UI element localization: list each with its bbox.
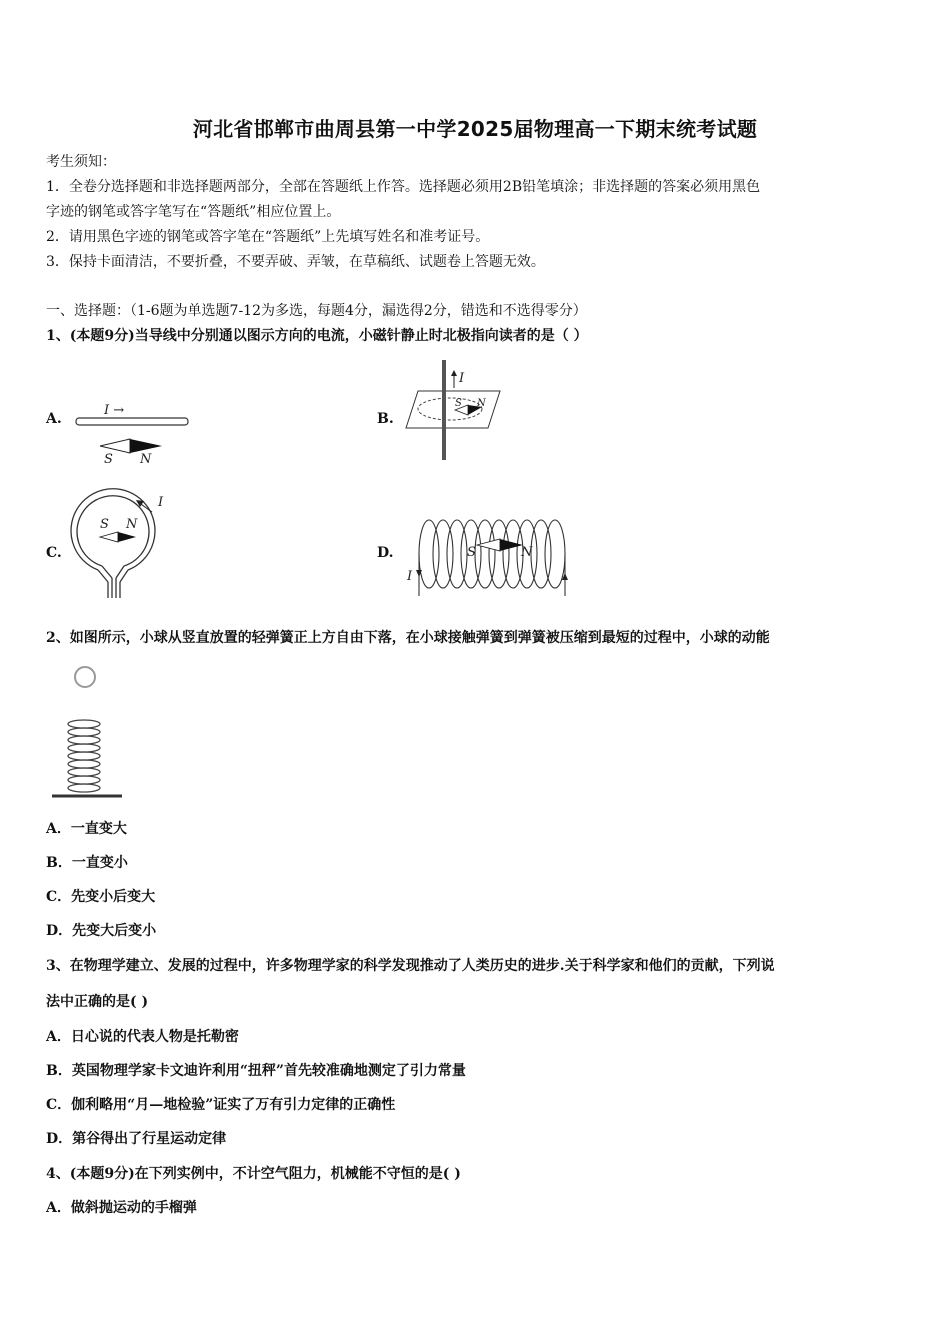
q1-label-b: B. (377, 411, 394, 427)
q1-b-s-label: S (455, 398, 462, 409)
q1-d-s-label: S (467, 545, 476, 560)
q1-stem: 1、(本题9分)当导线中分别通以图示方向的电流，小磁针静止时北极指向读者的是（ ） (46, 328, 588, 344)
q2-option-c: C．先变小后变大 (46, 889, 156, 905)
q1-c-needle-north (118, 532, 136, 542)
q1-c-loop-inner (77, 496, 149, 566)
q2-figure (50, 660, 130, 802)
q1-b-current-arrowhead (451, 370, 457, 376)
q3-option-a: A．日心说的代表人物是托勒密 (46, 1029, 239, 1045)
q3-option-d: D．第谷得出了行星运动定律 (46, 1131, 227, 1147)
q1-figure-d (405, 512, 580, 602)
page-title: 河北省邯郸市曲周县第一中学2025届物理高一下期末统考试题 (192, 117, 758, 141)
q1-b-plane (406, 391, 500, 428)
q2-spring (68, 720, 100, 792)
q1-a-n-label: N (140, 452, 152, 467)
q1-c-i-label: I (158, 495, 164, 510)
q1-a-wire (76, 418, 188, 425)
q1-c-lead-right-1 (120, 570, 128, 582)
q1-label-d: D. (377, 545, 394, 561)
q1-b-n-label: N (477, 398, 486, 409)
q2-option-a: A．一直变大 (46, 821, 127, 837)
q2-ball (75, 667, 95, 687)
q2-option-b: B．一直变小 (46, 855, 128, 871)
q3-option-b: B．英国物理学家卡文迪许利用“扭秤”首先较准确地测定了引力常量 (46, 1063, 466, 1079)
q1-figure-c (70, 490, 180, 600)
q1-c-n-label: N (126, 517, 138, 532)
q1-c-needle-south (100, 532, 118, 542)
q2-stem: 2、如图所示，小球从竖直放置的轻弹簧正上方自由下落，在小球接触弹簧到弹簧被压缩到最短的过程中，小球的动能 (46, 630, 770, 646)
q1-figure-b (400, 358, 510, 463)
q1-c-lead-right-2 (116, 566, 124, 578)
q1-d-needle-north (500, 539, 523, 551)
notice-item-3: 3．保持卡面清洁，不要折叠，不要弄破、弄皱，在草稿纸、试题卷上答题无效。 (46, 254, 545, 270)
q1-a-current-label: I → (104, 403, 125, 418)
notice-heading: 考生须知： (46, 154, 116, 170)
q1-a-s-label: S (104, 452, 113, 467)
q4-option-a: A．做斜抛运动的手榴弹 (46, 1200, 197, 1216)
q1-a-needle-south (100, 439, 130, 453)
q1-figure-a (70, 395, 200, 470)
q1-d-n-label: N (521, 545, 533, 560)
q1-b-wire (442, 360, 446, 460)
notice-item-2: 2．请用黑色字迹的钢笔或答字笔在“答题纸”上先填写姓名和准考证号。 (46, 229, 490, 245)
q1-c-s-label: S (100, 517, 109, 532)
q2-option-d: D．先变大后变小 (46, 923, 157, 939)
q1-a-needle-north (130, 439, 162, 453)
q3-stem-line1: 3、在物理学建立、发展的过程中，许多物理学家的科学发现推动了人类历史的进步.关于科学家和他们的贡献，下列说 (46, 958, 775, 974)
q1-label-a: A. (46, 411, 62, 427)
notice-item-1: 1．全卷分选择题和非选择题两部分，全部在答题纸上作答。选择题必须用2B铅笔填涂；非选择题的答案必须用黑色 (46, 179, 761, 195)
q1-d-i-label: I (407, 569, 413, 584)
q3-stem-line2: 法中正确的是( ) (46, 994, 149, 1010)
q4-stem: 4、(本题9分)在下列实例中，不计空气阻力，机械能不守恒的是( ) (46, 1166, 461, 1182)
notice-item-1-cont: 字迹的钢笔或答字笔写在“答题纸”相应位置上。 (46, 204, 341, 220)
q3-option-c: C．伽利略用“月—地检验”证实了万有引力定律的正确性 (46, 1097, 396, 1113)
section-heading: 一、选择题：（1-6题为单选题7-12为多选，每题4分，漏选得2分，错选和不选得零分） (46, 303, 587, 319)
q1-d-coils (419, 520, 565, 588)
q1-b-i-label: I (459, 371, 465, 386)
q1-label-c: C. (46, 545, 62, 561)
